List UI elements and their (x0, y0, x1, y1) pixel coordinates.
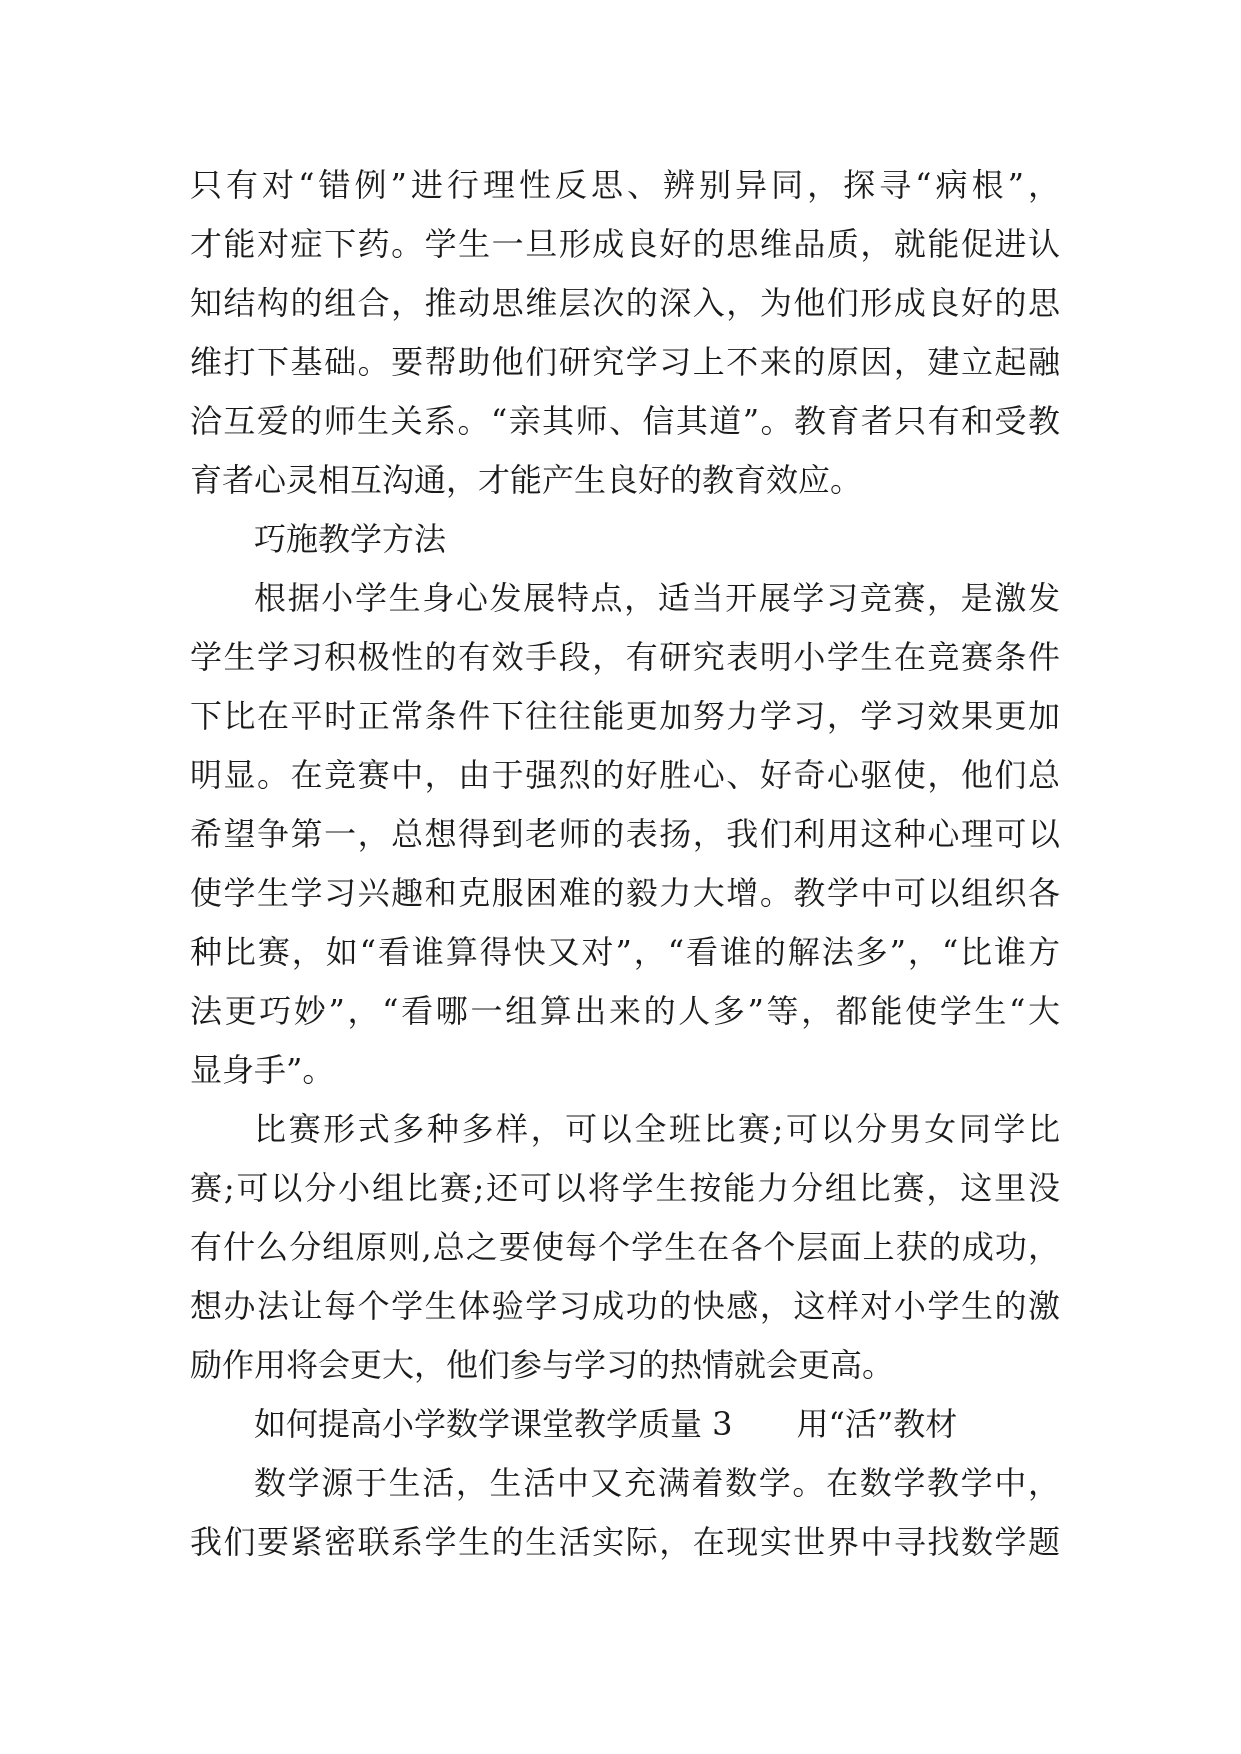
paragraph-line: 希望争第一，总想得到老师的表扬，我们利用这种心理可以 (190, 815, 1060, 853)
section-heading: 巧施教学方法 (254, 520, 447, 558)
paragraph-line: 维打下基础。要帮助他们研究学习上不来的原因，建立起融 (190, 343, 1060, 381)
section-heading: 如何提高小学数学课堂教学质量 3 用“活”教材 (254, 1405, 958, 1443)
paragraph-line: 我们要紧密联系学生的生活实际，在现实世界中寻找数学题 (190, 1523, 1060, 1561)
paragraph-line: 比赛形式多种多样，可以全班比赛;可以分男女同学比 (254, 1110, 1060, 1148)
paragraph-line: 法更巧妙”，“看哪一组算出来的人多”等，都能使学生“大 (190, 992, 1060, 1030)
paragraph-line: 想办法让每个学生体验学习成功的快感，这样对小学生的激 (190, 1287, 1060, 1325)
paragraph-line: 数学源于生活，生活中又充满着数学。在数学教学中， (254, 1464, 1060, 1502)
paragraph-line: 励作用将会更大，他们参与学习的热情就会更高。 (190, 1346, 895, 1384)
paragraph-line: 使学生学习兴趣和克服困难的毅力大增。教学中可以组织各 (190, 874, 1060, 912)
paragraph-line: 根据小学生身心发展特点，适当开展学习竞赛，是激发 (254, 579, 1060, 617)
paragraph-line: 显身手”。 (190, 1051, 335, 1089)
paragraph-line: 赛;可以分小组比赛;还可以将学生按能力分组比赛，这里没 (190, 1169, 1060, 1207)
paragraph-line: 洽互爱的师生关系。“亲其师、信其道”。教育者只有和受教 (190, 402, 1060, 440)
paragraph-line: 种比赛，如“看谁算得快又对”，“看谁的解法多”，“比谁方 (190, 933, 1060, 971)
paragraph-line: 只有对“错例”进行理性反思、辨别异同，探寻“病根”， (190, 166, 1060, 204)
paragraph-line: 有什么分组原则,总之要使每个学生在各个层面上获的成功， (190, 1228, 1060, 1266)
document-body (190, 156, 1060, 1572)
paragraph-line: 学生学习积极性的有效手段，有研究表明小学生在竞赛条件 (190, 638, 1060, 676)
paragraph-line: 明显。在竞赛中，由于强烈的好胜心、好奇心驱使，他们总 (190, 756, 1060, 794)
paragraph-line: 才能对症下药。学生一旦形成良好的思维品质，就能促进认 (190, 225, 1060, 263)
paragraph-line: 育者心灵相互沟通，才能产生良好的教育效应。 (190, 461, 863, 499)
paragraph-line: 知结构的组合，推动思维层次的深入，为他们形成良好的思 (190, 284, 1060, 322)
paragraph-line: 下比在平时正常条件下往往能更加努力学习，学习效果更加 (190, 697, 1060, 735)
